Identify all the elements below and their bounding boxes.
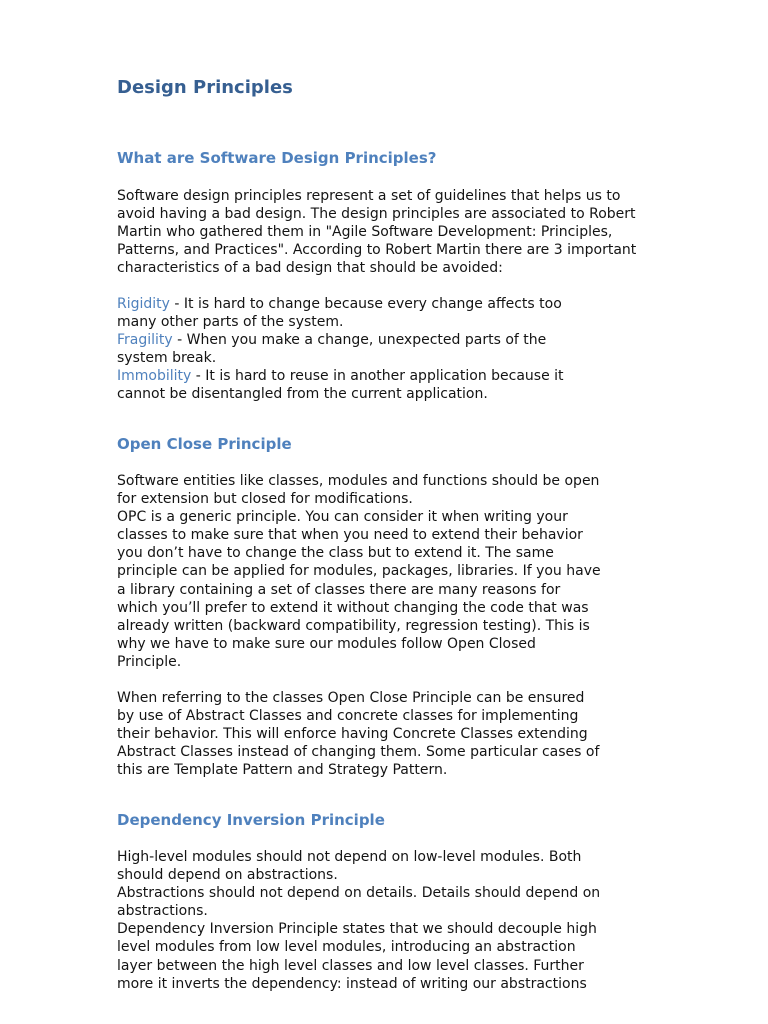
text-line: Martin who gathered them in "Agile Software Development: Principles, — [117, 224, 613, 241]
dependency-inversion-paragraph-1 — [117, 848, 600, 993]
section-heading-open-close: Open Close Principle — [117, 435, 292, 453]
term-description: - When you make a change, unexpected parts of the — [172, 332, 547, 349]
text-line: you don’t have to change the class but to extend it. The same — [117, 545, 554, 562]
text-line: by use of Abstract Classes and concrete classes for implementing — [117, 708, 579, 725]
text-line: this are Template Pattern and Strategy Pattern. — [117, 762, 448, 779]
text-line: When referring to the classes Open Close Principle can be ensured — [117, 690, 585, 706]
text-line: Principle. — [117, 653, 182, 670]
text-line: OPC is a generic principle. You can consider it when writing your — [117, 509, 568, 526]
open-close-paragraph-1 — [117, 472, 601, 671]
text-line: which you’ll prefer to extend it without changing the code that was — [117, 599, 589, 616]
text-line: for extension but closed for modifications. — [117, 491, 413, 508]
text-line: abstractions. — [117, 903, 208, 920]
text-line: Abstractions should not depend on details. Details should depend on — [117, 885, 601, 902]
text-line: cannot be disentangled from the current application. — [117, 386, 488, 403]
text-line: Dependency Inversion Principle states that we should decouple high — [117, 921, 597, 938]
characteristic-rigidity — [117, 295, 564, 313]
section-heading-intro: What are Software Design Principles? — [117, 149, 437, 167]
text-line: layer between the high level classes and low level classes. Further — [117, 957, 584, 974]
text-line: classes to make sure that when you need to extend their behavior — [117, 527, 583, 544]
characteristic-immobility — [117, 367, 564, 385]
text-line: a library containing a set of classes there are many reasons for — [117, 581, 561, 598]
text-line: why we have to make sure our modules follow Open Closed — [117, 635, 536, 652]
text-line: Software design principles represent a set of guidelines that helps us to — [117, 188, 621, 204]
bad-design-characteristics — [117, 295, 564, 404]
text-line: more it inverts the dependency: instead of writing our abstractions — [117, 975, 587, 992]
text-line: Patterns, and Practices". According to Robert Martin there are 3 important — [117, 242, 637, 259]
text-line: their behavior. This will enforce having Concrete Classes extending — [117, 726, 588, 743]
text-line: Abstract Classes instead of changing them. Some particular cases of — [117, 744, 600, 761]
section-heading-dependency-inversion: Dependency Inversion Principle — [117, 811, 385, 829]
text-line: system break. — [117, 350, 217, 367]
text-line: Software entities like classes, modules and functions should be open — [117, 473, 600, 489]
term-description: - It is hard to reuse in another application because it — [191, 368, 564, 385]
term-description: - It is hard to change because every change affects too — [169, 296, 562, 312]
text-line: characteristics of a bad design that should be avoided: — [117, 260, 503, 277]
text-line: many other parts of the system. — [117, 314, 344, 331]
open-close-paragraph-2 — [117, 689, 599, 779]
text-line: principle can be applied for modules, packages, libraries. If you have — [117, 563, 601, 580]
text-line: should depend on abstractions. — [117, 867, 338, 884]
text-line: level modules from low level modules, introducing an abstraction — [117, 939, 576, 956]
intro-paragraph — [117, 187, 636, 277]
term-fragility: Fragility — [117, 332, 173, 349]
term-immobility: Immobility — [117, 368, 192, 385]
page-title: Design Principles — [117, 77, 293, 98]
term-rigidity: Rigidity — [117, 296, 170, 312]
text-line: High-level modules should not depend on low-level modules. Both — [117, 849, 582, 865]
characteristic-fragility — [117, 331, 564, 349]
text-line: avoid having a bad design. The design principles are associated to Robert — [117, 206, 636, 223]
text-line: already written (backward compatibility, regression testing). This is — [117, 617, 590, 634]
